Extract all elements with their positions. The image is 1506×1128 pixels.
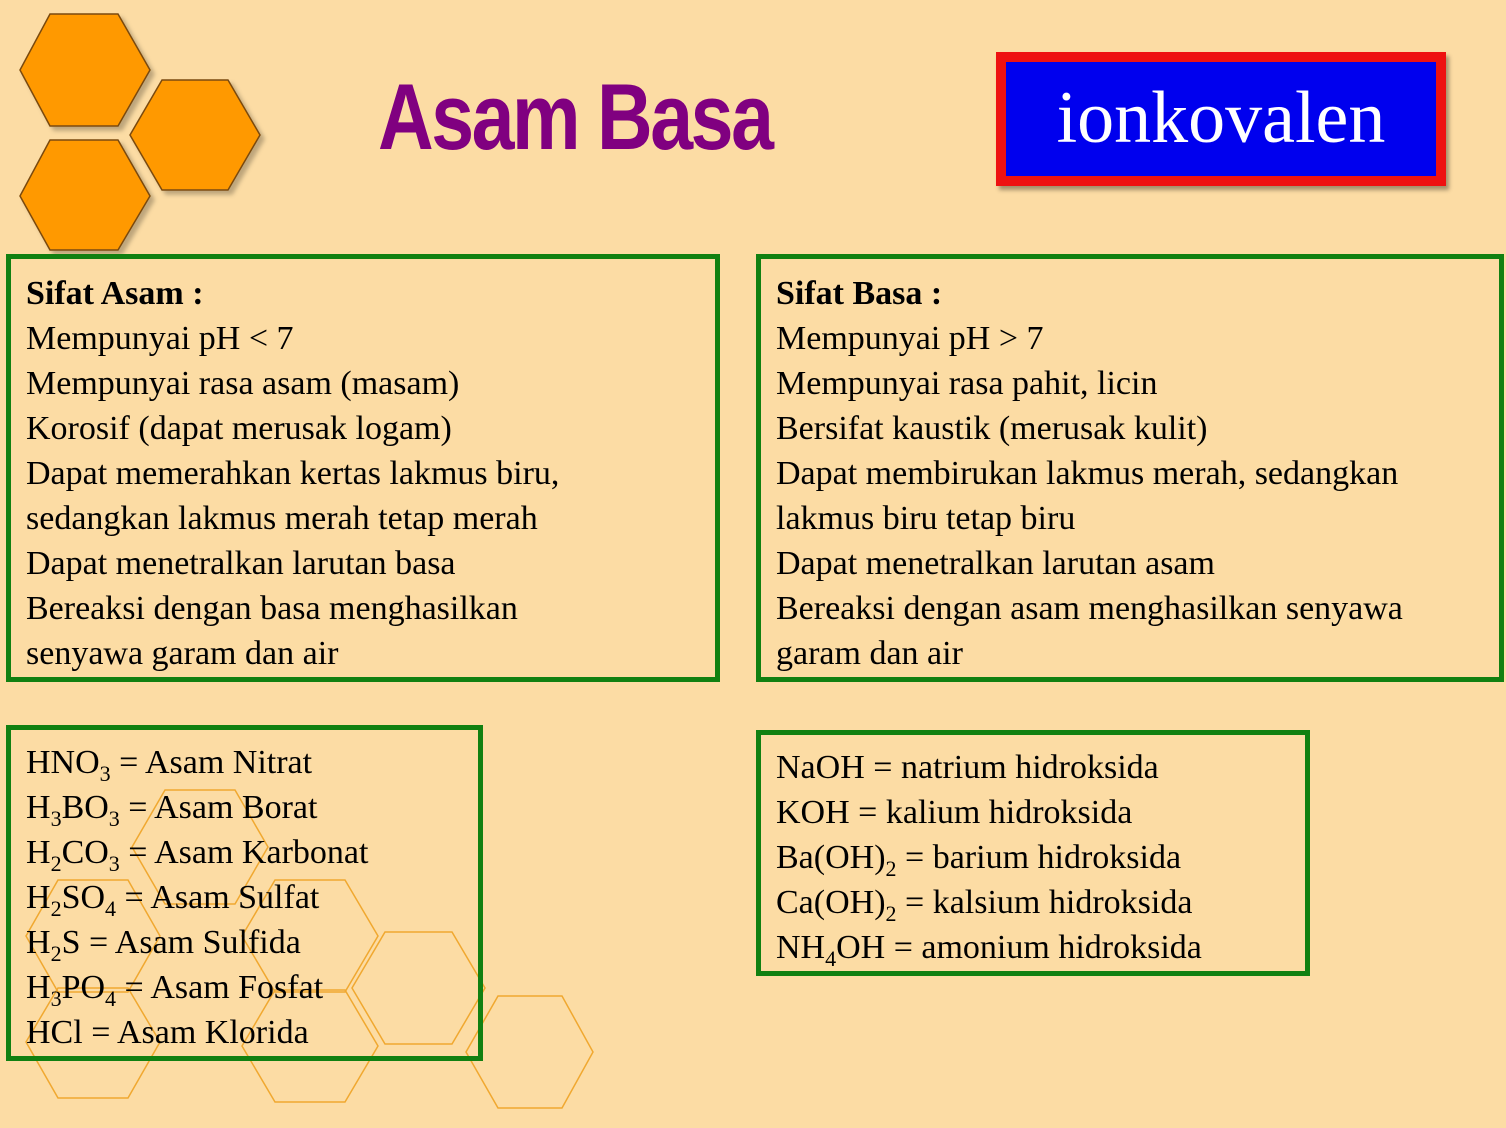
asam-list-item [26, 830, 478, 875]
compound-name: = Asam Borat [119, 789, 318, 826]
sifat-basa-line: Bersifat kaustik (merusak kulit) [776, 410, 1208, 447]
sifat-basa-heading: Sifat Basa : [776, 275, 943, 312]
compound-name: = kalsium hidroksida [896, 884, 1193, 921]
sifat-asam-line: Dapat menetralkan larutan basa [26, 545, 456, 582]
compound-name: = Asam Sulfat [116, 879, 320, 916]
asam-list-item [26, 785, 478, 830]
compound-name: = Asam Sulfida [80, 924, 301, 961]
basa-list-item [776, 880, 1305, 925]
basa-list-item [776, 790, 1305, 835]
sifat-basa-line: lakmus biru tetap biru [776, 500, 1076, 537]
basa-formula-list [756, 730, 1310, 976]
sifat-basa-box [756, 254, 1504, 682]
sifat-asam-line: sedangkan lakmus merah tetap merah [26, 500, 538, 537]
chemical-formula: $H_2CO_3$ [26, 834, 120, 876]
sifat-basa-line: Mempunyai rasa pahit, licin [776, 365, 1158, 402]
hexagon-shape [20, 140, 150, 250]
compound-name: = Asam Nitrat [110, 744, 313, 781]
compound-name: = Asam Karbonat [119, 834, 369, 871]
page-title: Asam Basa [378, 64, 772, 169]
hexagon-shape [130, 80, 260, 190]
brand-label: ionkovalen [996, 52, 1446, 186]
compound-name: = natrium hidroksida [864, 749, 1159, 786]
sifat-basa-line: Dapat menetralkan larutan asam [776, 545, 1215, 582]
chemical-formula: $NH_4OH$ [776, 929, 886, 971]
asam-list-item [26, 965, 478, 1010]
basa-list-item [776, 835, 1305, 880]
sifat-basa-line: Mempunyai pH > 7 [776, 320, 1044, 357]
chemical-formula: $Ca(OH)_2$ [776, 884, 897, 926]
sifat-asam-line: Mempunyai rasa asam (masam) [26, 365, 460, 402]
basa-list-item [776, 925, 1305, 970]
sifat-asam-line: Dapat memerahkan kertas lakmus biru, [26, 455, 560, 492]
asam-list-item [26, 875, 478, 920]
asam-list-item [26, 1010, 478, 1055]
asam-list-item [26, 740, 478, 785]
sifat-asam-box [6, 254, 720, 682]
hexagon-shape [20, 14, 150, 126]
sifat-basa-line: garam dan air [776, 635, 963, 672]
chemical-formula: $H_2S$ [26, 924, 81, 966]
chemical-formula: $H_3BO_3$ [26, 789, 120, 831]
chemical-formula: KOH [776, 794, 850, 831]
basa-list-item [776, 745, 1305, 790]
asam-list-item [26, 920, 478, 965]
chemical-formula: $Ba(OH)_2$ [776, 839, 897, 881]
compound-name: = barium hidroksida [896, 839, 1182, 876]
sifat-asam-heading: Sifat Asam : [26, 275, 204, 312]
sifat-asam-line: Bereaksi dengan basa menghasilkan [26, 590, 518, 627]
sifat-basa-line: Dapat membirukan lakmus merah, sedangkan [776, 455, 1399, 492]
compound-name: = amonium hidroksida [885, 929, 1202, 966]
chemical-formula: $H_3PO_4$ [26, 969, 117, 1011]
chemical-formula: HCl [26, 1014, 83, 1051]
compound-name: = Asam Fosfat [116, 969, 324, 1006]
sifat-basa-line: Bereaksi dengan asam menghasilkan senyawa [776, 590, 1403, 627]
sifat-asam-line: Korosif (dapat merusak logam) [26, 410, 452, 447]
asam-formula-list [6, 725, 483, 1061]
chemical-formula: $H_2SO_4$ [26, 879, 117, 921]
sifat-asam-line: senyawa garam dan air [26, 635, 339, 672]
compound-name: = Asam Klorida [82, 1014, 309, 1051]
chemical-formula: NaOH [776, 749, 865, 786]
compound-name: = kalium hidroksida [849, 794, 1133, 831]
chemical-formula: $HNO_3$ [26, 744, 111, 786]
sifat-asam-line: Mempunyai pH < 7 [26, 320, 294, 357]
